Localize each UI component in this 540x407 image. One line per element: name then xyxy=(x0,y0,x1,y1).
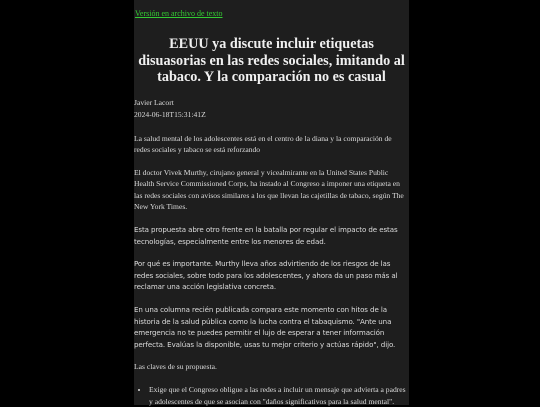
article-page xyxy=(134,0,409,405)
paragraph: Por qué es importante. Murthy lleva años advirtiendo de los riesgos de las redes sociales, sobre todo para los adolescentes, y ahora da un paso más al reclamar una acción legislativa concreta. xyxy=(134,259,398,292)
paragraph: En una columna recién publicada compara este momento con hitos de la historia de la salud pública como la lucha contra el tabaquismo. "Ante una emergencia no te puedes permitir el lujo de esperar a tener información perfecta. Evalúas la disponible, usas tu mejor criterio y actúas rápido", dijo. xyxy=(134,305,396,349)
list-item: • Exige que el Congreso obligue a las redes a incluir un mensaje que advierta a padres y adolescentes de que se asocian con "daños significativos para la salud mental". xyxy=(149,384,409,407)
article-content xyxy=(134,0,409,407)
article-meta xyxy=(134,97,409,121)
text-version-link[interactable]: Versión en archivo de texto xyxy=(135,9,223,18)
author-name: Javier Lacort xyxy=(134,97,174,107)
paragraph: Esta propuesta abre otro frente en la batalla por regular el impacto de estas tecnologías, especialmente entre los menores de edad. xyxy=(134,225,398,246)
paragraph: Las claves de su propuesta. xyxy=(134,362,217,372)
paragraph-lede: La salud mental de los adolescentes está en el centro de la diana y la comparación de redes sociales y tabaco se está reforzando xyxy=(134,133,392,155)
publish-timestamp: 2024-06-18T15:31:41Z xyxy=(134,109,206,119)
article-title: EEUU ya discute incluir etiquetas disuasorias en las redes sociales, imitando al tabaco. Y la comparación no es casual xyxy=(138,36,405,85)
paragraph: El doctor Vivek Murthy, cirujano general y vicealmirante en la United States Public Health Service Commissioned Corps, ha instado al Congreso a imponer una etiqueta en las redes sociales con avisos similares a los que llevan las cajetillas de tabaco, según The New York Times. xyxy=(134,167,404,212)
key-points-list xyxy=(134,384,409,407)
